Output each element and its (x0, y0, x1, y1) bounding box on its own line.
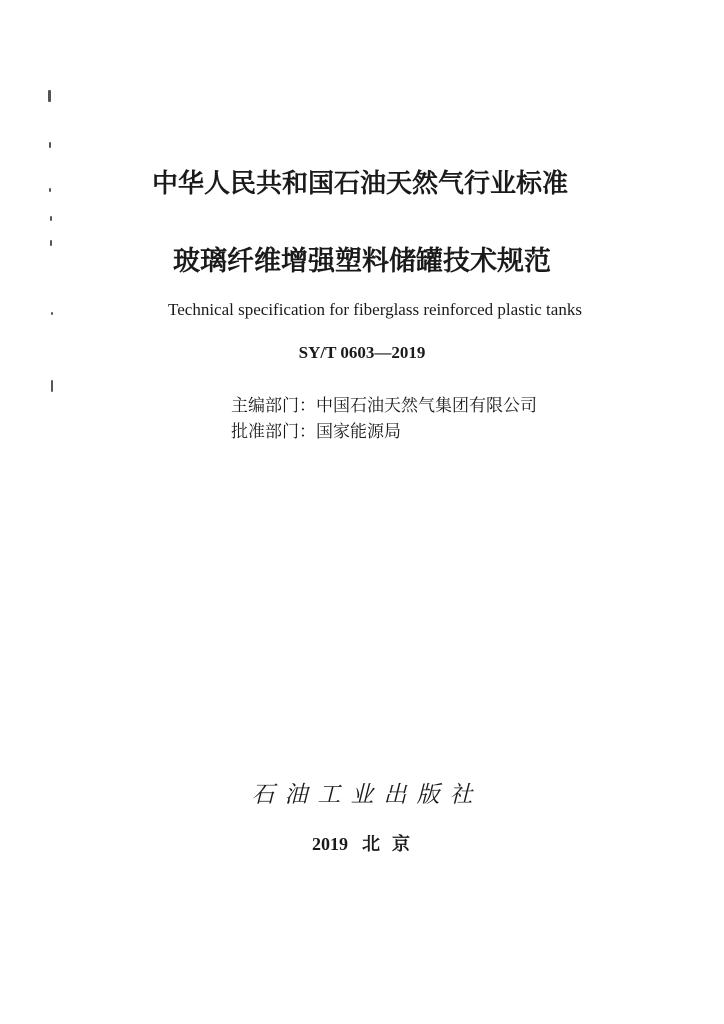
publication-year: 2019 (312, 834, 348, 854)
approver-label: 批准部门： (231, 422, 316, 442)
publication-info (5, 830, 724, 856)
document-title-chinese: 玻璃纤维增强塑料储罐技术规范 (173, 246, 551, 277)
approver-row (231, 419, 537, 445)
speck (51, 380, 53, 392)
standard-number: SY/T 0603—2019 (298, 343, 426, 362)
publication-city: 北京 (362, 834, 422, 855)
editor-row (231, 393, 537, 419)
publisher-name: 石油工业出版社 (251, 782, 483, 808)
approver-value: 国家能源局 (316, 422, 401, 442)
standard-category: 中华人民共和国石油天然气行业标准 (151, 169, 568, 199)
speck (50, 216, 52, 221)
speck (48, 90, 51, 102)
editor-label: 主编部门： (231, 396, 316, 416)
speck (49, 142, 51, 148)
organization-block (231, 393, 537, 445)
document-title-english: Technical specification for fiberglass reinforced plastic tanks (168, 300, 582, 319)
editor-value: 中国石油天然气集团有限公司 (316, 396, 537, 416)
